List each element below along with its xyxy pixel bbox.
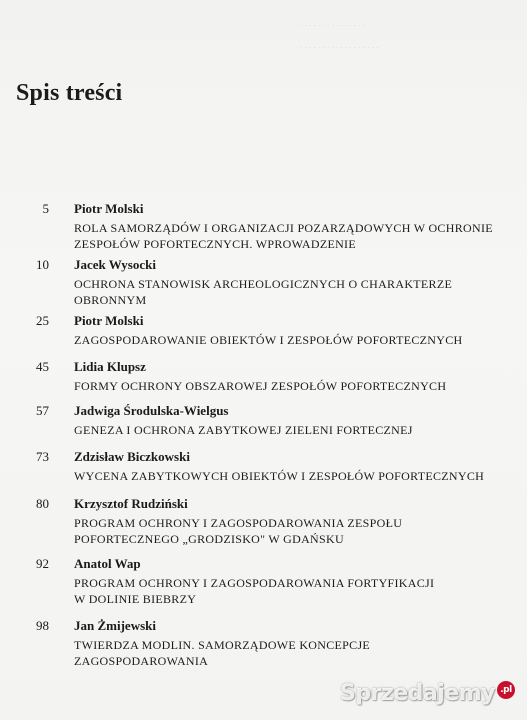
toc-chapter-title (74, 422, 413, 438)
toc-chapter-title-line: ZAGOSPODAROWANIA (74, 654, 209, 668)
toc-chapter-title (74, 276, 452, 308)
toc-chapter-title-line: FORMY OCHRONY OBSZAROWEJ ZESPOŁÓW POFORTECZNYCH (74, 379, 447, 393)
watermark-text: Sprzedajemy (340, 681, 495, 706)
toc-chapter-title-line: GENEZA I OCHRONA ZABYTKOWEJ ZIELENI FORTECZNEJ (74, 423, 413, 437)
toc-chapter-title-line: ZESPOŁÓW POFORTECZNYCH. WPROWADZENIE (74, 237, 356, 251)
toc-chapter-title-line: OBRONNYM (74, 293, 147, 307)
toc-author: Piotr Molski (74, 201, 144, 216)
toc-page-number: 98 (36, 618, 49, 633)
toc-chapter-title-line: POFORTECZNEGO „GRODZISKO" W GDAŃSKU (74, 532, 344, 546)
bleed-through-text: . . . . . . . . . . . . . . . (300, 18, 366, 28)
toc-page-number: 92 (36, 556, 49, 571)
toc-author: Zdzisław Biczkowski (74, 449, 190, 464)
toc-author: Krzysztof Rudziński (74, 496, 188, 511)
toc-page-number: 10 (36, 257, 49, 272)
toc-chapter-title-line: TWIERDZA MODLIN. SAMORZĄDOWE KONCEPCJE (74, 638, 371, 652)
toc-chapter-title-line: ZAGOSPODAROWANIE OBIEKTÓW I ZESPOŁÓW POFORTECZNYCH (74, 333, 463, 347)
toc-chapter-title (74, 468, 484, 484)
toc-chapter-title-line: WYCENA ZABYTKOWYCH OBIEKTÓW I ZESPOŁÓW POFORTECZNYCH (74, 469, 485, 483)
bleed-through-text: . . . . . . . . . . . . . . . . . . (300, 40, 379, 50)
toc-chapter-title (74, 575, 434, 607)
toc-chapter-title (74, 515, 402, 547)
toc-chapter-title-line: W DOLINIE BIEBRZY (74, 592, 197, 606)
toc-chapter-title (74, 220, 493, 252)
toc-chapter-title-line: ROLA SAMORZĄDÓW I ORGANIZACJI POZARZĄDOWYCH W OCHRONIE (74, 221, 493, 235)
page-title: Spis treści (16, 80, 123, 106)
toc-page-number: 57 (36, 403, 49, 418)
toc-chapter-title (74, 637, 370, 669)
toc-author: Jacek Wysocki (74, 257, 156, 272)
toc-author: Jan Żmijewski (74, 618, 156, 633)
watermark-logo (340, 681, 515, 706)
toc-chapter-title-line: PROGRAM OCHRONY I ZAGOSPODAROWANIA FORTYFIKACJI (74, 576, 435, 590)
toc-chapter-title-line: PROGRAM OCHRONY I ZAGOSPODAROWANIA ZESPOŁU (74, 516, 403, 530)
toc-page-number: 25 (36, 313, 49, 328)
toc-page-number: 45 (36, 359, 49, 374)
toc-author: Jadwiga Środulska-Wielgus (74, 403, 229, 418)
toc-author: Lidia Klupsz (74, 359, 146, 374)
toc-page-number: 80 (36, 496, 49, 511)
watermark-suffix: .pl (497, 681, 515, 699)
toc-author: Piotr Molski (74, 313, 144, 328)
toc-page-number: 5 (42, 201, 49, 216)
toc-chapter-title-line: OCHRONA STANOWISK ARCHEOLOGICZNYCH O CHARAKTERZE (74, 277, 453, 291)
toc-author: Anatol Wap (74, 556, 141, 571)
toc-chapter-title (74, 378, 446, 394)
toc-chapter-title (74, 332, 463, 348)
toc-page-number: 73 (36, 449, 49, 464)
